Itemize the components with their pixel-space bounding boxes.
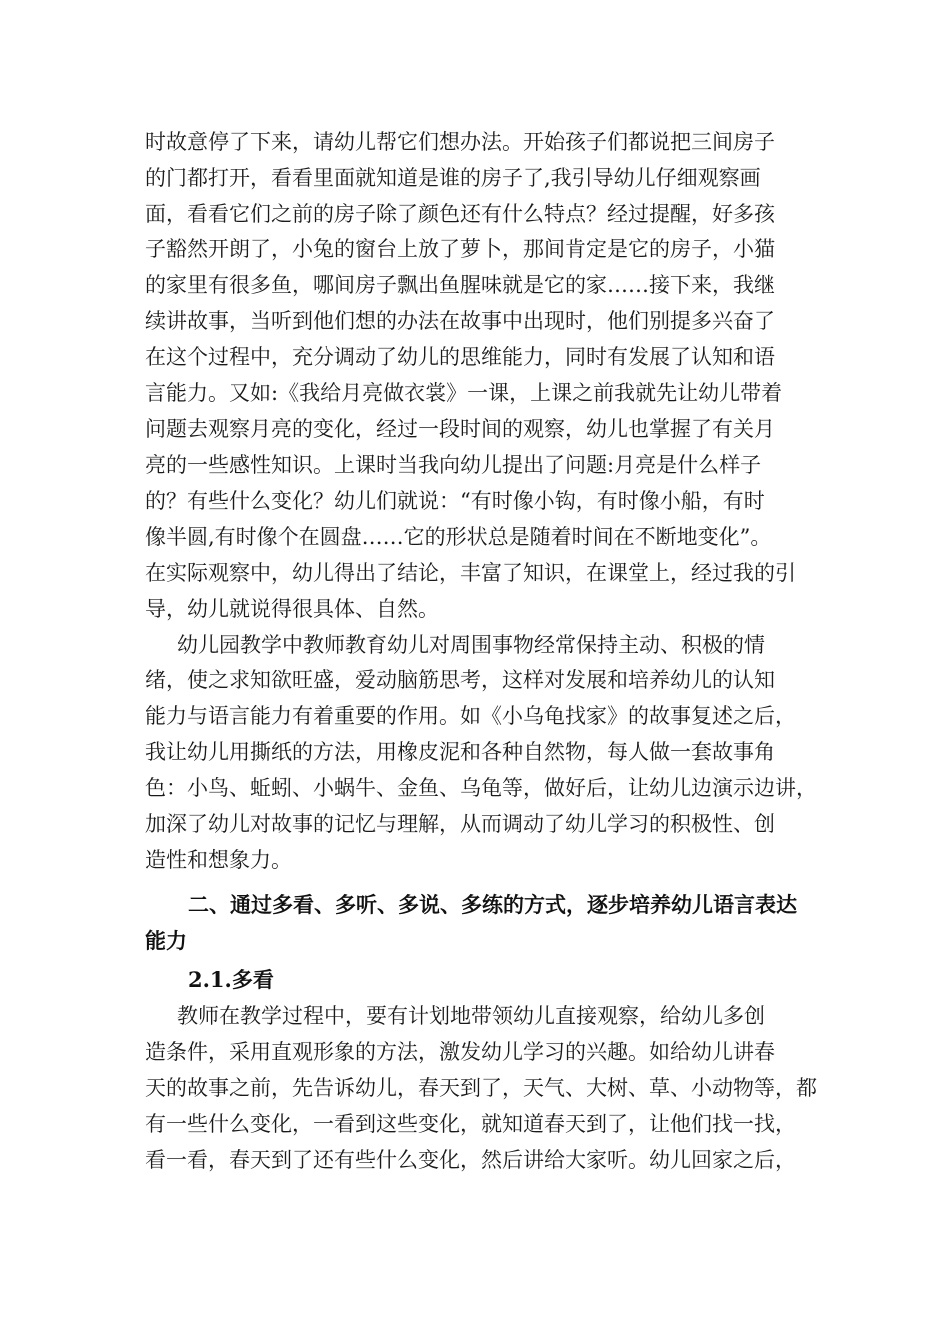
section-heading: 二、通过多看、多听、多说、多练的方式，逐步培养幼儿语言表达	[188, 892, 797, 917]
text-line: 在实际观察中，幼儿得出了结论，丰富了知识，在课堂上，经过我的引	[145, 561, 796, 585]
text-line: 的门都打开，看看里面就知道是谁的房子了,我引导幼儿仔细观察画	[145, 166, 761, 190]
text-line: 绪，使之求知欲旺盛，爱动脑筋思考，这样对发展和培养幼儿的认知	[145, 668, 775, 692]
subsection-heading: 2.1.多看	[188, 967, 274, 992]
text-line: 子豁然开朗了，小兔的窗台上放了萝卜，那间肯定是它的房子，小猫	[145, 237, 775, 261]
text-line: 有一些什么变化，一看到这些变化，就知道春天到了，让他们找一找，	[145, 1112, 796, 1136]
text-line: 天的故事之前，先告诉幼儿，春天到了，天气、大树、草、小动物等，都	[145, 1076, 817, 1100]
text-line: 能力与语言能力有着重要的作用。如《小乌龟找家》的故事复述之后，	[145, 704, 796, 728]
text-line: 的？有些什么变化？幼儿们就说：“有时像小钩，有时像小船，有时	[145, 489, 765, 513]
text-line: 我让幼儿用撕纸的方法，用橡皮泥和各种自然物，每人做一套故事角	[145, 740, 775, 764]
text-line: 像半圆,有时像个在圆盘……它的形状总是随着时间在不断地变化”。	[145, 525, 772, 549]
text-line: 问题去观察月亮的变化，经过一段时间的观察，幼儿也掌握了有关月	[145, 417, 775, 441]
text-line: 造性和想象力。	[145, 848, 292, 872]
paragraph-first-line: 幼儿园教学中教师教育幼儿对周围事物经常保持主动、积极的情	[177, 633, 765, 657]
text-line: 面，看看它们之前的房子除了颜色还有什么特点？经过提醒，好多孩	[145, 202, 775, 226]
text-line: 色：小鸟、蚯蚓、小蜗牛、金鱼、乌龟等，做好后，让幼儿边演示边讲，	[145, 776, 817, 800]
section-heading-continued: 能力	[145, 928, 187, 953]
text-line: 导，幼儿就说得很具体、自然。	[145, 597, 439, 621]
text-line: 看一看，春天到了还有些什么变化，然后讲给大家听。幼儿回家之后，	[145, 1148, 796, 1172]
text-line: 造条件，采用直观形象的方法，激发幼儿学习的兴趣。如给幼儿讲春	[145, 1040, 775, 1064]
text-line: 言能力。又如:《我给月亮做衣裳》一课，上课之前我就先让幼儿带着	[145, 381, 783, 405]
text-line: 的家里有很多鱼，哪间房子飘出鱼腥味就是它的家……接下来，我继	[145, 273, 775, 297]
paragraph-first-line: 教师在教学过程中，要有计划地带领幼儿直接观察，给幼儿多创	[177, 1004, 765, 1028]
text-line: 续讲故事，当听到他们想的办法在故事中出现时，他们别提多兴奋了	[145, 309, 775, 333]
text-line: 时故意停了下来，请幼儿帮它们想办法。开始孩子们都说把三间房子	[145, 130, 775, 154]
text-line: 在这个过程中，充分调动了幼儿的思维能力，同时有发展了认知和语	[145, 345, 775, 369]
text-line: 亮的一些感性知识。上课时当我向幼儿提出了问题:月亮是什么样子	[145, 453, 762, 477]
text-line: 加深了幼儿对故事的记忆与理解，从而调动了幼儿学习的积极性、创	[145, 812, 775, 836]
